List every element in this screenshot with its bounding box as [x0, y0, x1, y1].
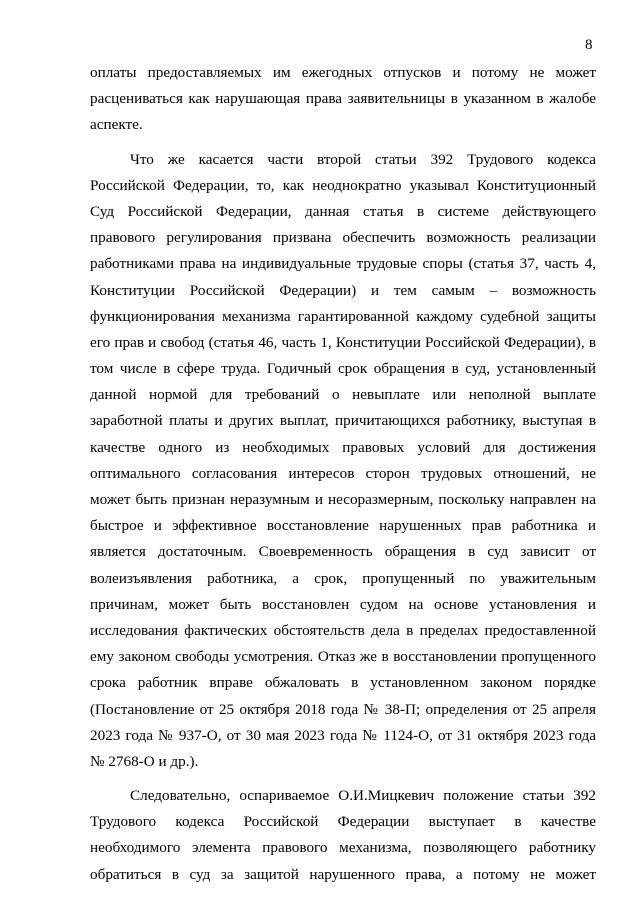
paragraph-1 — [90, 60, 596, 139]
paragraph-gap — [90, 775, 596, 783]
text-line: работниками права на индивидуальные трудовые споры (статья 37, часть 4, — [90, 255, 596, 273]
page-number: 8 — [585, 37, 593, 53]
body-text — [90, 60, 596, 888]
text-line: необходимого элемента правового механизма, позволяющего работнику — [90, 839, 596, 857]
text-line: данной нормой для требований о невыплате или неполной выплате — [90, 386, 596, 404]
text-line: волеизъявления работника, а срок, пропущенный по уважительным — [90, 569, 596, 587]
text-line: срока работник вправе обжаловать в установленном законом порядке — [90, 674, 596, 692]
paragraph-2 — [90, 147, 596, 776]
text-line: ему законом свободы усмотрения. Отказ же в восстановлении пропущенного — [90, 648, 596, 666]
text-line: оптимального согласования интересов сторон трудовых отношений, не — [90, 464, 596, 482]
paragraph-gap — [90, 139, 596, 147]
text-line: аспекте. — [90, 116, 143, 134]
text-line: функционирования механизма гарантированной каждому судебной защиты — [90, 307, 596, 325]
paragraph-3 — [90, 783, 596, 888]
text-line: правового регулирования призвана обеспечить возможность реализации — [90, 229, 596, 247]
text-line: причинам, может быть восстановлен судом на основе установления и — [90, 595, 596, 613]
text-line: расцениваться как нарушающая права заявительницы в указанном в жалобе — [90, 90, 596, 108]
text-line: оплаты предоставляемых им ежегодных отпусков и потому не может — [90, 64, 596, 81]
text-line: Суд Российской Федерации, данная статья в системе действующего — [90, 202, 596, 220]
text-line: является достаточным. Своевременность обращения в суд зависит от — [90, 543, 596, 561]
text-line: может быть признан неразумным и несоразмерным, поскольку направлен на — [90, 491, 596, 508]
text-line: заработной платы и других выплат, причитающихся работнику, выступая в — [90, 412, 596, 430]
text-line: Российской Федерации, то, как неоднократно указывал Конституционный — [90, 176, 596, 194]
text-line: обратиться в суд за защитой нарушенного права, а потому не может — [90, 865, 596, 883]
text-line: 2023 года № 937-О, от 30 мая 2023 года № 1124-О, от 31 октября 2023 года — [90, 726, 596, 744]
text-line: быстрое и эффективное восстановление нарушенных прав работника и — [90, 517, 596, 535]
text-line: Следовательно, оспариваемое О.И.Мицкевич положение статьи 392 — [130, 787, 596, 805]
text-line: Что же касается части второй статьи 392 Трудового кодекса — [130, 150, 596, 168]
text-line: Конституции Российской Федерации) и тем самым – возможность — [90, 281, 596, 299]
text-line: № 2768-О и др.). — [90, 752, 199, 770]
text-line: (Постановление от 25 октября 2018 года № 38-П; определения от 25 апреля — [90, 700, 596, 718]
text-line: исследования фактических обстоятельств дела в пределах предоставленной — [90, 621, 596, 639]
text-line: качестве одного из необходимых правовых условий для достижения — [90, 438, 596, 456]
text-line: том числе в сфере труда. Годичный срок обращения в суд, установленный — [90, 360, 596, 378]
text-line: его прав и свобод (статья 46, часть 1, Конституции Российской Федерации), в — [90, 333, 596, 351]
text-line: Трудового кодекса Российской Федерации выступает в качестве — [90, 813, 596, 831]
